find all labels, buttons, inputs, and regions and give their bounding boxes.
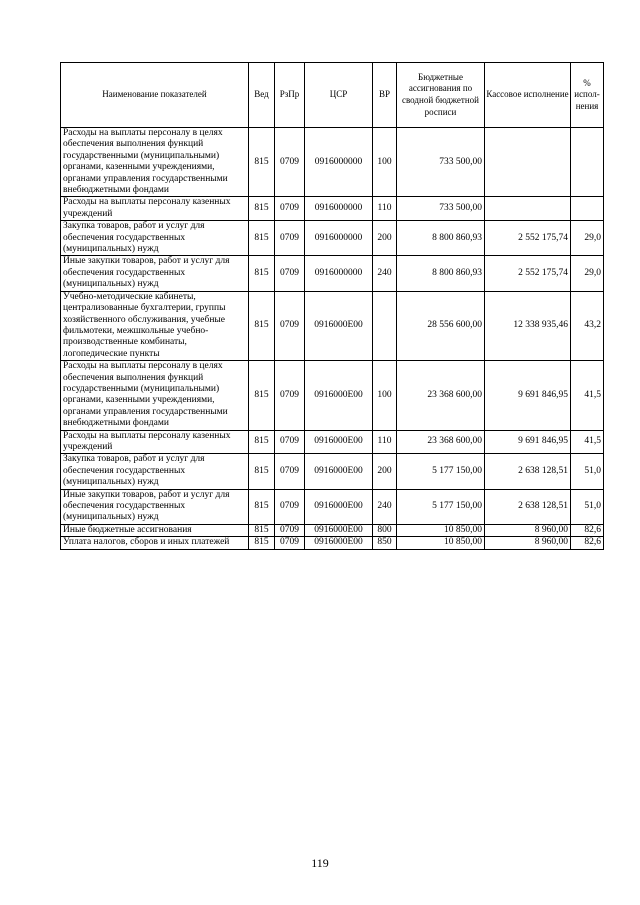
cell-name: Иные бюджетные ассигнования	[61, 524, 249, 536]
header-vr: ВР	[373, 63, 397, 128]
cell-percent: 51,0	[571, 489, 604, 524]
cell-csr: 0916000000	[305, 256, 373, 291]
cell-name: Закупка товаров, работ и услуг для обеспечения государственных (муниципальных) нужд	[61, 221, 249, 256]
cell-rzpr: 0709	[275, 291, 305, 360]
cell-ved: 815	[249, 361, 275, 430]
header-percent: % испол-нения	[571, 63, 604, 128]
cell-percent: 43,2	[571, 291, 604, 360]
cell-percent: 51,0	[571, 454, 604, 489]
cell-csr: 0916000Е00	[305, 524, 373, 536]
cell-ved: 815	[249, 128, 275, 197]
cell-rzpr: 0709	[275, 454, 305, 489]
cell-percent: 82,6	[571, 537, 604, 549]
header-ved: Вед	[249, 63, 275, 128]
table-header-row	[61, 63, 604, 128]
cell-assignments: 733 500,00	[397, 128, 485, 197]
cell-assignments: 23 368 600,00	[397, 430, 485, 454]
cell-assignments: 10 850,00	[397, 524, 485, 536]
table-row	[61, 454, 604, 489]
cell-assignments: 5 177 150,00	[397, 489, 485, 524]
cell-csr: 0916000Е00	[305, 454, 373, 489]
cell-cash: 12 338 935,46	[485, 291, 571, 360]
cell-csr: 0916000000	[305, 128, 373, 197]
cell-vr: 240	[373, 256, 397, 291]
cell-percent: 82,6	[571, 524, 604, 536]
cell-rzpr: 0709	[275, 537, 305, 549]
cell-csr: 0916000Е00	[305, 361, 373, 430]
cell-percent: 29,0	[571, 221, 604, 256]
cell-assignments: 23 368 600,00	[397, 361, 485, 430]
table-row	[61, 256, 604, 291]
cell-vr: 240	[373, 489, 397, 524]
cell-cash: 9 691 846,95	[485, 361, 571, 430]
cell-percent: 41,5	[571, 361, 604, 430]
cell-name: Уплата налогов, сборов и иных платежей	[61, 537, 249, 549]
cell-assignments: 8 800 860,93	[397, 256, 485, 291]
cell-vr: 100	[373, 128, 397, 197]
cell-rzpr: 0709	[275, 361, 305, 430]
cell-name: Закупка товаров, работ и услуг для обеспечения государственных (муниципальных) нужд	[61, 454, 249, 489]
table-row	[61, 128, 604, 197]
cell-ved: 815	[249, 489, 275, 524]
cell-cash: 2 638 128,51	[485, 454, 571, 489]
cell-name: Расходы на выплаты персоналу казенных учреждений	[61, 430, 249, 454]
cell-percent	[571, 197, 604, 221]
cell-ved: 815	[249, 537, 275, 549]
table-row	[61, 291, 604, 360]
table-row	[61, 537, 604, 549]
budget-execution-table	[60, 62, 604, 550]
table-row	[61, 197, 604, 221]
cell-vr: 800	[373, 524, 397, 536]
cell-percent: 41,5	[571, 430, 604, 454]
cell-vr	[373, 291, 397, 360]
cell-percent: 29,0	[571, 256, 604, 291]
page-number: 119	[311, 856, 329, 870]
cell-name: Расходы на выплаты персоналу казенных учреждений	[61, 197, 249, 221]
cell-rzpr: 0709	[275, 197, 305, 221]
cell-assignments: 10 850,00	[397, 537, 485, 549]
cell-percent	[571, 128, 604, 197]
cell-csr: 0916000Е00	[305, 430, 373, 454]
cell-assignments: 5 177 150,00	[397, 454, 485, 489]
header-assignments: Бюджетные ассигнования по сводной бюджетной росписи	[397, 63, 485, 128]
cell-ved: 815	[249, 256, 275, 291]
cell-csr: 0916000Е00	[305, 537, 373, 549]
cell-ved: 815	[249, 291, 275, 360]
cell-vr: 110	[373, 430, 397, 454]
cell-csr: 0916000000	[305, 221, 373, 256]
cell-cash: 8 960,00	[485, 537, 571, 549]
cell-name: Учебно-методические кабинеты, централизованные бухгалтерии, группы хозяйственного обслуживания, учебные фильмотеки, межшкольные учебно-производственные комбинаты, логопедические пункты	[61, 291, 249, 360]
cell-cash	[485, 197, 571, 221]
cell-cash	[485, 128, 571, 197]
cell-vr: 110	[373, 197, 397, 221]
cell-assignments: 8 800 860,93	[397, 221, 485, 256]
header-rzpr: РзПр	[275, 63, 305, 128]
cell-name: Расходы на выплаты персоналу в целях обеспечения выполнения функций государственными (муниципальными) органами, казенными учреждениями, органами управления государственными внебюджетными фондами	[61, 361, 249, 430]
table-row	[61, 430, 604, 454]
cell-vr: 850	[373, 537, 397, 549]
cell-rzpr: 0709	[275, 524, 305, 536]
table-row	[61, 221, 604, 256]
table-row	[61, 524, 604, 536]
cell-cash: 9 691 846,95	[485, 430, 571, 454]
header-name: Наименование показателей	[61, 63, 249, 128]
cell-assignments: 733 500,00	[397, 197, 485, 221]
cell-name: Расходы на выплаты персоналу в целях обеспечения выполнения функций государственными (муниципальными) органами, казенными учреждениями, органами управления государственными внебюджетными фондами	[61, 128, 249, 197]
cell-rzpr: 0709	[275, 489, 305, 524]
cell-rzpr: 0709	[275, 221, 305, 256]
cell-rzpr: 0709	[275, 430, 305, 454]
cell-ved: 815	[249, 221, 275, 256]
header-csr: ЦСР	[305, 63, 373, 128]
cell-vr: 100	[373, 361, 397, 430]
cell-ved: 815	[249, 454, 275, 489]
cell-csr: 0916000Е00	[305, 291, 373, 360]
cell-csr: 0916000000	[305, 197, 373, 221]
cell-cash: 2 552 175,74	[485, 256, 571, 291]
cell-cash: 8 960,00	[485, 524, 571, 536]
cell-name: Иные закупки товаров, работ и услуг для обеспечения государственных (муниципальных) нужд	[61, 256, 249, 291]
table-row	[61, 489, 604, 524]
header-cash: Кассовое исполнение	[485, 63, 571, 128]
cell-ved: 815	[249, 430, 275, 454]
cell-csr: 0916000Е00	[305, 489, 373, 524]
cell-cash: 2 552 175,74	[485, 221, 571, 256]
cell-cash: 2 638 128,51	[485, 489, 571, 524]
table-row	[61, 361, 604, 430]
cell-assignments: 28 556 600,00	[397, 291, 485, 360]
cell-ved: 815	[249, 524, 275, 536]
cell-rzpr: 0709	[275, 128, 305, 197]
cell-vr: 200	[373, 221, 397, 256]
cell-ved: 815	[249, 197, 275, 221]
cell-vr: 200	[373, 454, 397, 489]
cell-name: Иные закупки товаров, работ и услуг для обеспечения государственных (муниципальных) нужд	[61, 489, 249, 524]
cell-rzpr: 0709	[275, 256, 305, 291]
